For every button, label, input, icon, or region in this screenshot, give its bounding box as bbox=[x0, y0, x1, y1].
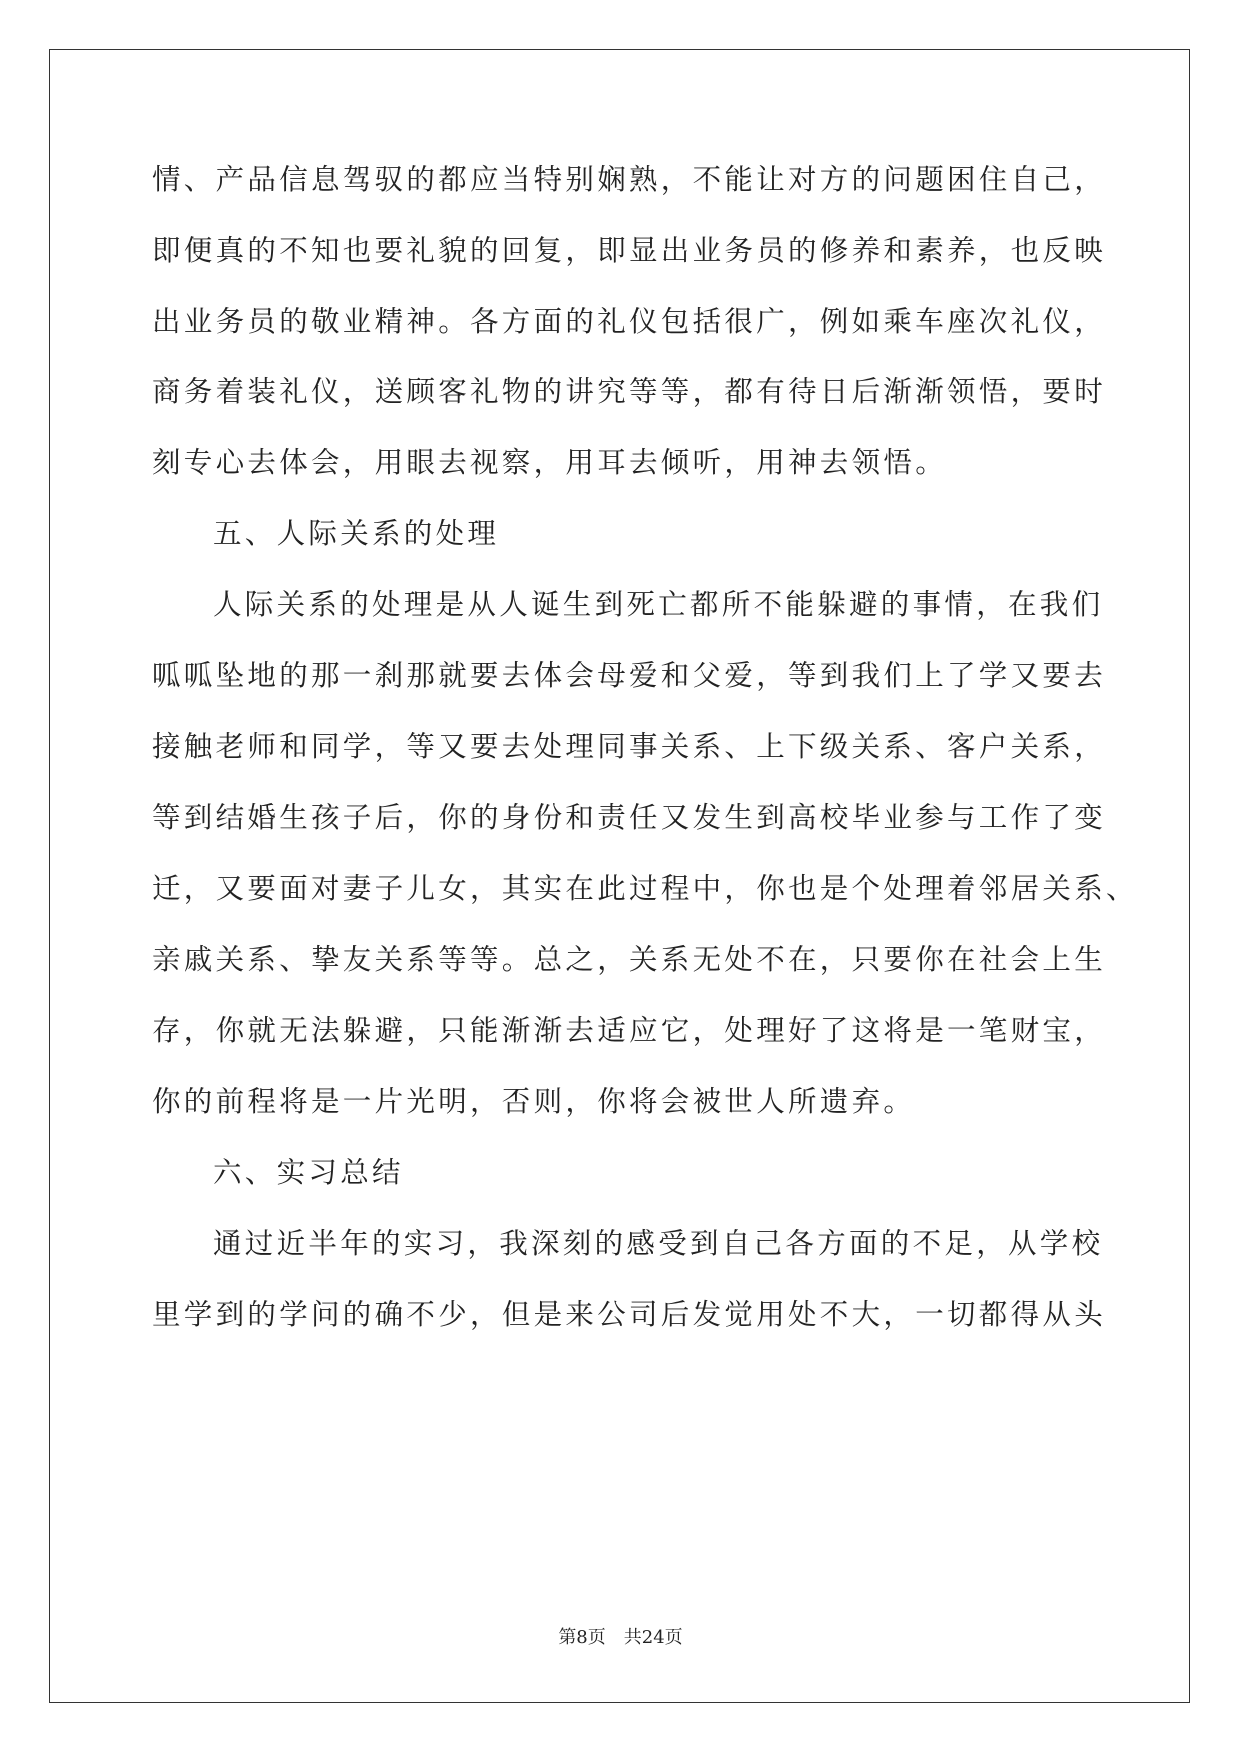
paragraph-line: 里学到的学问的确不少，但是来公司后发觉用处不大，一切都得从头 bbox=[152, 1298, 1107, 1331]
section-heading: 六、实习总结 bbox=[213, 1156, 404, 1189]
paragraph-line: 亲戚关系、挚友关系等等。总之，关系无处不在，只要你在社会上生 bbox=[152, 943, 1107, 976]
paragraph-line: 刻专心去体会，用眼去视察，用耳去倾听，用神去领悟。 bbox=[152, 446, 948, 479]
paragraph-line: 接触老师和同学，等又要去处理同事关系、上下级关系、客户关系， bbox=[152, 730, 1107, 763]
paragraph-line: 你的前程将是一片光明，否则，你将会被世人所遗弃。 bbox=[152, 1085, 916, 1118]
paragraph-line: 存，你就无法躲避，只能渐渐去适应它，处理好了这将是一笔财宝， bbox=[152, 1014, 1107, 1047]
paragraph-line: 出业务员的敬业精神。各方面的礼仪包括很广，例如乘车座次礼仪， bbox=[152, 305, 1107, 338]
page-footer bbox=[0, 1626, 1241, 1650]
paragraph-line: 迁，又要面对妻子儿女，其实在此过程中，你也是个处理着邻居关系、 bbox=[152, 872, 1138, 905]
paragraph-line: 呱呱坠地的那一刹那就要去体会母爱和父爱，等到我们上了学又要去 bbox=[152, 659, 1107, 692]
paragraph-line: 商务着装礼仪，送顾客礼物的讲究等等，都有待日后渐渐领悟，要时 bbox=[152, 375, 1107, 408]
paragraph-line: 等到结婚生孩子后，你的身份和责任又发生到高校毕业参与工作了变 bbox=[152, 801, 1107, 834]
paragraph-line: 情、产品信息驾驭的都应当特别娴熟，不能让对方的问题困住自己， bbox=[152, 163, 1107, 196]
paragraph-line: 即便真的不知也要礼貌的回复，即显出业务员的修养和素养，也反映 bbox=[152, 234, 1107, 267]
paragraph-line: 通过近半年的实习，我深刻的感受到自己各方面的不足，从学校 bbox=[213, 1227, 1104, 1260]
paragraph-line: 人际关系的处理是从人诞生到死亡都所不能躲避的事情，在我们 bbox=[213, 588, 1104, 621]
page-total: 共24页 bbox=[623, 1627, 683, 1648]
section-heading: 五、人际关系的处理 bbox=[213, 517, 500, 550]
page-number: 第8页 bbox=[558, 1627, 606, 1648]
